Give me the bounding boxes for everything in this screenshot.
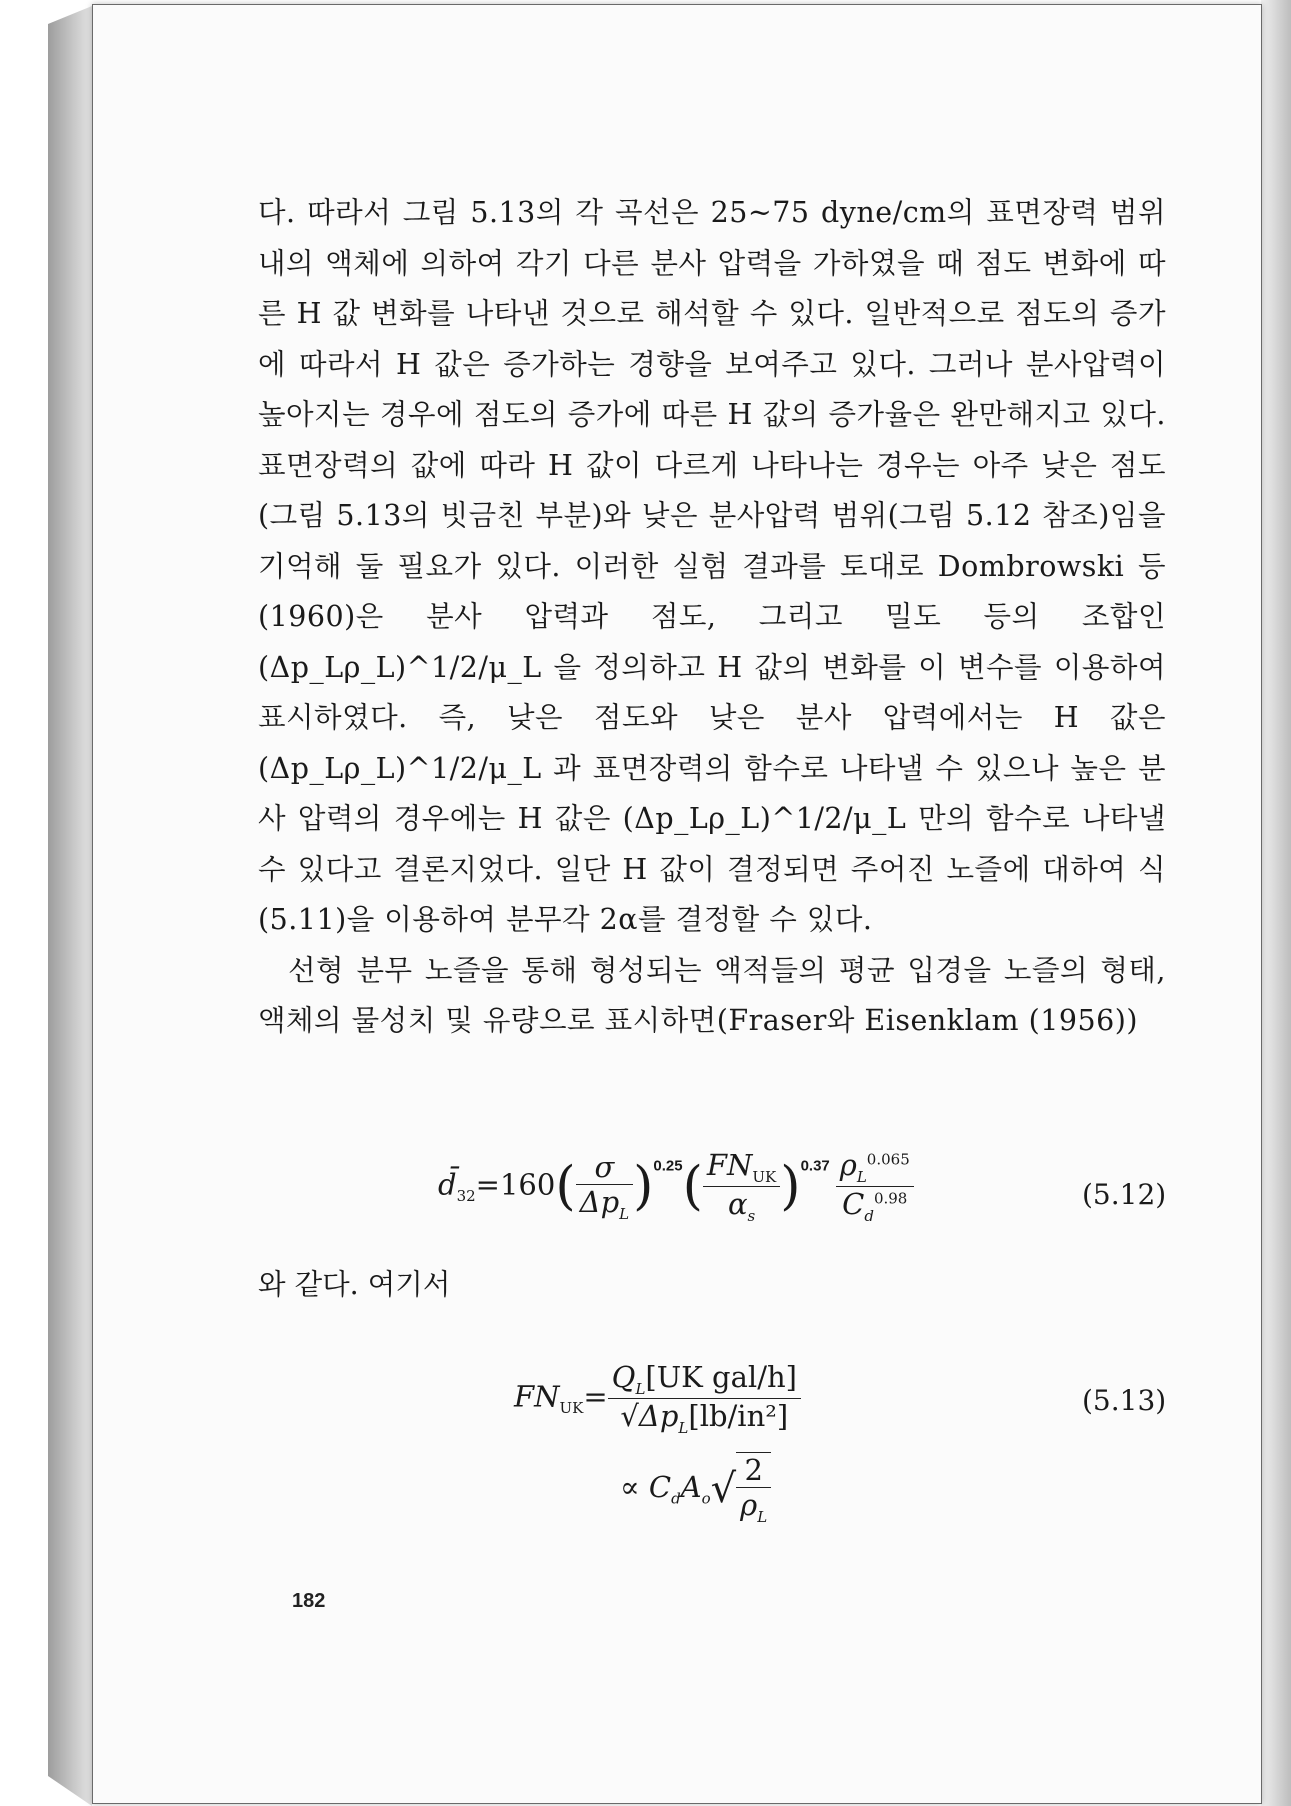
equation-5-12: $d̄_{32}=160$( $\frac{\sigma}{\Delta p_L}$ )$^{0.25}$( $\frac{FN_{UK}}{\alpha_s}$ )$^{0.37}$ $\frac{\rho_L^{0.065}}{C_d^{0.98}}$ [438, 1148, 914, 1225]
eq2-equals: = [583, 1379, 608, 1414]
eq3-sqrt-symbol: √ [710, 1465, 737, 1512]
page-number: 182 [292, 1590, 326, 1612]
eq1-f3-num-exp: 0.065 [866, 1150, 910, 1169]
eq1-fraction-2 [703, 1148, 780, 1225]
eq2-sqrt-symbol: √ [620, 1398, 639, 1433]
book-left-edge [48, 6, 92, 1806]
eq3-den-sub: L [757, 1507, 768, 1526]
eq1-exp1: 0.25 [653, 1157, 683, 1175]
eq1-f2-den-sub: s [747, 1206, 756, 1225]
eq1-f3-num-sub: L [856, 1167, 867, 1186]
body-text [258, 188, 1166, 1047]
equation-number-5-12: (5.12) [1082, 1178, 1167, 1211]
eq3-term2-sub: o [701, 1489, 711, 1508]
eq1-f1-den-sub: L [619, 1204, 630, 1223]
eq2-den-unit: [lb/in²] [688, 1398, 789, 1433]
eq3-num: 2 [736, 1453, 771, 1488]
eq3-term-sub: d [671, 1489, 681, 1508]
eq1-f2-num: FN [706, 1148, 753, 1182]
equation-number-5-13: (5.13) [1082, 1384, 1167, 1417]
eq1-f3-den: C [842, 1186, 865, 1221]
eq3-term: C [648, 1469, 672, 1504]
eq2-lhs: FN [514, 1379, 560, 1414]
eq1-lhs-sub: 32 [456, 1187, 476, 1206]
book-right-edge [1261, 0, 1291, 1806]
equation-5-13 [514, 1360, 801, 1437]
eq2-num-unit: [UK gal/h] [645, 1360, 797, 1394]
eq1-coef: =160 [475, 1167, 556, 1202]
eq2-fraction [608, 1360, 801, 1437]
eq1-f3-den-sub: d [864, 1206, 874, 1225]
eq1-f1-den: Δp [579, 1184, 620, 1219]
eq3-fraction [736, 1452, 771, 1526]
eq1-f2-den: α [727, 1186, 748, 1221]
eq1-exp2: 0.37 [800, 1157, 830, 1175]
text-after-eq1: 와 같다. 여기서 [258, 1268, 451, 1301]
paragraph-2: 선형 분무 노즐을 통해 형성되는 액적들의 평균 입경을 노즐의 형태, 액체의 물성치 및 유량으로 표시하면(Fraser와 Eisenklam (1956)) [258, 953, 1166, 1037]
paragraph-1: 다. 따라서 그림 5.13의 각 곡선은 25~75 dyne/cm의 표면장력 범위내의 액체에 의하여 각기 다른 분사 압력을 가하였을 때 점도 변화에 따른 H 값 변화를 나타낸 것으로 해석할 수 있다. 일반적으로 점도의 증가에 따라서 H 값은 증가하는 경향을 보여주고 있다. 그러나 분사압력이 높아지는 경우에 점도의 증가에 따른 H 값의 증가율은 완만해지고 있다. 표면장력의 값에 따라 H 값이 다르게 나타나는 경우는 아주 낮은 점도(그림 5.13의 빗금친 부분)와 낮은 분사압력 범위(그림 5.12 참조)임을 기억해 둘 필요가 있다. 이러한 실험 결과를 토대로 Dombrowski 등(1960)은 분사 압력과 점도, 그리고 밀도 등의 조합인 (Δp_Lρ_L)^1/2/μ_L 을 정의하고 H 값의 변화를 이 변수를 이용하여 표시하였다. 즉, 낮은 점도와 낮은 분사 압력에서는 H 값은 (Δp_Lρ_L)^1/2/μ_L 과 표면장력의 함수로 나타낼 수 있으나 높은 분사 압력의 경우에는 H 값은 (Δp_Lρ_L)^1/2/μ_L 만의 함수로 나타낼 수 있다고 결론지었다. 일단 H 값이 결정되면 주어진 노즐에 대하여 식 (5.11)을 이용하여 분무각 2α를 결정할 수 있다. [258, 196, 1166, 936]
equation-proportional [620, 1452, 771, 1526]
eq1-fraction-1 [576, 1150, 633, 1223]
eq3-term2: A [680, 1469, 702, 1504]
eq1-f2-num-sub: UK [752, 1167, 777, 1186]
eq2-num-sub: L [635, 1379, 646, 1398]
eq2-num: Q [611, 1360, 636, 1394]
eq1-f3-den-exp: 0.98 [873, 1189, 908, 1208]
eq2-den-sub: L [678, 1418, 689, 1437]
eq2-lhs-sub: UK [559, 1399, 584, 1418]
eq1-f3-num: ρ [839, 1148, 857, 1182]
eq3-proportional: ∝ [620, 1469, 640, 1504]
eq3-den: ρ [740, 1488, 758, 1522]
eq1-f1-num: σ [576, 1150, 633, 1185]
eq2-den: Δp [638, 1398, 679, 1433]
eq1-fraction-3 [836, 1148, 914, 1225]
eq1-lhs: d̄ [438, 1167, 457, 1202]
